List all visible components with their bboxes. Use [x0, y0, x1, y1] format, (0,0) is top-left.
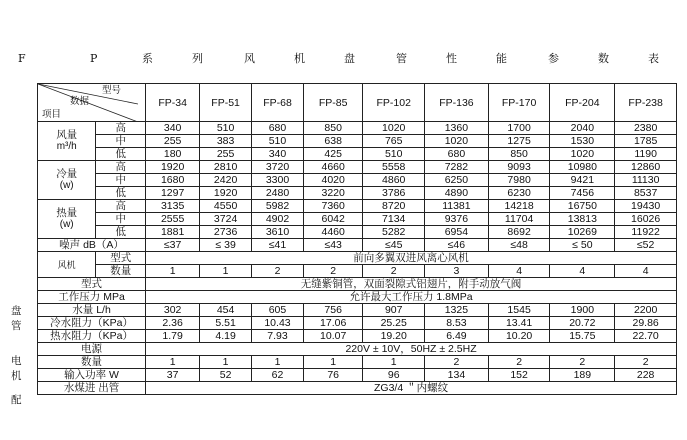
- table-row: [38, 304, 677, 317]
- table-cell: ≤ 39: [200, 239, 252, 252]
- table-cell: 1680: [146, 174, 200, 187]
- table-cell: 7282: [425, 161, 489, 174]
- coil-hot-resistance-label: 热水阻力（KPa）: [38, 330, 146, 343]
- table-cell: 907: [363, 304, 425, 317]
- air-volume-unit: m³/h: [56, 141, 77, 152]
- table-cell: 7.93: [252, 330, 304, 343]
- title-char: F: [18, 52, 26, 65]
- table-row: [38, 148, 677, 161]
- fan-label: 风机: [38, 252, 96, 278]
- table-cell: 228: [615, 369, 677, 382]
- table-cell: 1: [200, 356, 252, 369]
- coil-type-value: 无缝紫铜管，双面裂隙式铝翅片，附手动放气阀: [146, 278, 677, 291]
- model-header: FP-68: [252, 84, 304, 122]
- table-cell: 510: [363, 148, 425, 161]
- title-char: 性: [446, 52, 457, 65]
- table-cell: 2: [488, 356, 550, 369]
- air-volume-label: [38, 122, 96, 161]
- table-cell: 1920: [146, 161, 200, 174]
- speed-label: 低: [96, 187, 146, 200]
- table-cell: 454: [200, 304, 252, 317]
- table-cell: 2555: [146, 213, 200, 226]
- motor-qty-label: 数量: [38, 356, 146, 369]
- table-cell: 3135: [146, 200, 200, 213]
- coil-side-label: 盘: [11, 305, 22, 317]
- table-row: [38, 278, 677, 291]
- table-cell: 2420: [200, 174, 252, 187]
- speed-label: 低: [96, 148, 146, 161]
- table-cell: 4860: [363, 174, 425, 187]
- model-header: FP-51: [200, 84, 252, 122]
- coil-pressure-label: 工作压力 MPa: [38, 291, 146, 304]
- table-cell: 180: [146, 148, 200, 161]
- title-char: 参: [548, 52, 559, 65]
- fan-qty-label: 数量: [96, 265, 146, 278]
- table-cell: 4890: [425, 187, 489, 200]
- table-cell: 2: [425, 356, 489, 369]
- model-header: FP-136: [425, 84, 489, 122]
- table-cell: 10269: [550, 226, 615, 239]
- table-cell: 1020: [550, 148, 615, 161]
- table-cell: 14218: [488, 200, 550, 213]
- table-cell: 2: [615, 356, 677, 369]
- table-row: [38, 343, 677, 356]
- table-row: [38, 174, 677, 187]
- table-cell: 255: [200, 148, 252, 161]
- table-cell: 4660: [303, 161, 362, 174]
- table-cell: 6042: [303, 213, 362, 226]
- table-cell: ≤45: [363, 239, 425, 252]
- motor-input-label: 输入功率 W: [38, 369, 146, 382]
- table-row: [38, 239, 677, 252]
- title-char: 列: [192, 52, 203, 65]
- model-header: FP-170: [488, 84, 550, 122]
- document-title: [18, 52, 678, 66]
- corner-data-label: 数据: [70, 96, 90, 107]
- table-cell: 96: [363, 369, 425, 382]
- table-cell: 11130: [615, 174, 677, 187]
- table-cell: 62: [252, 369, 304, 382]
- table-cell: 11704: [488, 213, 550, 226]
- table-cell: 340: [146, 122, 200, 135]
- cooling-unit: (w): [59, 180, 74, 191]
- table-row: [38, 317, 677, 330]
- table-row: [38, 122, 677, 135]
- table-cell: 1: [252, 356, 304, 369]
- table-cell: 4902: [252, 213, 304, 226]
- table-cell: 2480: [252, 187, 304, 200]
- performance-table: [37, 83, 677, 395]
- table-cell: 52: [200, 369, 252, 382]
- model-header: FP-204: [550, 84, 615, 122]
- table-cell: 134: [425, 369, 489, 382]
- table-cell: 19430: [615, 200, 677, 213]
- table-cell: 5982: [252, 200, 304, 213]
- corner-model-label: 型号: [102, 85, 122, 96]
- table-cell: 25.25: [363, 317, 425, 330]
- table-cell: 4.19: [200, 330, 252, 343]
- table-cell: 29.86: [615, 317, 677, 330]
- table-cell: 2.36: [146, 317, 200, 330]
- table-cell: 17.06: [303, 317, 362, 330]
- table-cell: 4460: [303, 226, 362, 239]
- table-cell: ≤37: [146, 239, 200, 252]
- table-row: [38, 369, 677, 382]
- table-cell: 3720: [252, 161, 304, 174]
- heating-label: [38, 200, 96, 239]
- title-char: P: [90, 52, 98, 65]
- table-cell: 2: [550, 356, 615, 369]
- table-cell: ≤41: [252, 239, 304, 252]
- table-cell: 765: [363, 135, 425, 148]
- table-cell: 15.75: [550, 330, 615, 343]
- fan-type-label: 型式: [96, 252, 146, 265]
- motor-side-label: 机: [11, 370, 22, 382]
- speed-label: 高: [96, 161, 146, 174]
- table-cell: 76: [303, 369, 362, 382]
- table-cell: 1275: [488, 135, 550, 148]
- table-row: [38, 200, 677, 213]
- air-volume-title: 风量: [56, 129, 78, 141]
- table-cell: 9093: [488, 161, 550, 174]
- table-row: [38, 330, 677, 343]
- table-cell: 4: [550, 265, 615, 278]
- table-row: [38, 356, 677, 369]
- cooling-title: 冷量: [56, 168, 78, 180]
- table-cell: 5.51: [200, 317, 252, 330]
- speed-label: 高: [96, 122, 146, 135]
- model-header: FP-34: [146, 84, 200, 122]
- table-row: [38, 265, 677, 278]
- table-cell: 2040: [550, 122, 615, 135]
- motor-power-label: 电源: [38, 343, 146, 356]
- table-cell: 152: [488, 369, 550, 382]
- table-cell: 2380: [615, 122, 677, 135]
- table-cell: ≤ 50: [550, 239, 615, 252]
- table-cell: 1020: [363, 122, 425, 135]
- table-cell: 9421: [550, 174, 615, 187]
- table-row: [38, 291, 677, 304]
- table-cell: 20.72: [550, 317, 615, 330]
- title-char: 管: [396, 52, 407, 65]
- table-cell: 3300: [252, 174, 304, 187]
- table-cell: 19.20: [363, 330, 425, 343]
- table-cell: 11381: [425, 200, 489, 213]
- table-cell: 12860: [615, 161, 677, 174]
- table-cell: 3610: [252, 226, 304, 239]
- title-char: 数: [598, 52, 609, 65]
- table-cell: 7980: [488, 174, 550, 187]
- table-cell: ≤48: [488, 239, 550, 252]
- table-cell: 8720: [363, 200, 425, 213]
- table-cell: 680: [252, 122, 304, 135]
- table-cell: 22.70: [615, 330, 677, 343]
- table-cell: 1: [146, 265, 200, 278]
- table-cell: 1545: [488, 304, 550, 317]
- corner-item-label: 项目: [42, 109, 62, 120]
- title-char: 盘: [344, 52, 355, 65]
- table-cell: 1881: [146, 226, 200, 239]
- model-header: FP-102: [363, 84, 425, 122]
- table-cell: 13.41: [488, 317, 550, 330]
- table-row: [38, 382, 677, 395]
- table-cell: 1190: [615, 148, 677, 161]
- table-cell: 638: [303, 135, 362, 148]
- table-cell: 10.07: [303, 330, 362, 343]
- title-char: 风: [244, 52, 255, 65]
- table-row: [38, 135, 677, 148]
- title-char: 能: [496, 52, 507, 65]
- table-cell: 1: [363, 356, 425, 369]
- table-cell: 8.53: [425, 317, 489, 330]
- speed-label: 中: [96, 174, 146, 187]
- table-cell: 680: [425, 148, 489, 161]
- table-row: [38, 161, 677, 174]
- table-cell: 6954: [425, 226, 489, 239]
- table-cell: 3724: [200, 213, 252, 226]
- table-cell: 10.43: [252, 317, 304, 330]
- table-cell: 7134: [363, 213, 425, 226]
- table-row: [38, 187, 677, 200]
- table-row: [38, 252, 677, 265]
- fitting-pipe-value: ZG3/4 ＂内螺纹: [146, 382, 677, 395]
- coil-cold-resistance-label: 冷水阻力（KPa）: [38, 317, 146, 330]
- table-cell: 1325: [425, 304, 489, 317]
- corner-header: [38, 84, 146, 122]
- table-cell: ≤46: [425, 239, 489, 252]
- speed-label: 低: [96, 226, 146, 239]
- table-cell: 1530: [550, 135, 615, 148]
- table-cell: 850: [488, 148, 550, 161]
- table-cell: 340: [252, 148, 304, 161]
- table-cell: 1700: [488, 122, 550, 135]
- table-cell: 11922: [615, 226, 677, 239]
- speed-label: 高: [96, 200, 146, 213]
- title-char: 表: [648, 52, 659, 65]
- table-cell: ≤43: [303, 239, 362, 252]
- speed-label: 中: [96, 213, 146, 226]
- table-cell: 3220: [303, 187, 362, 200]
- table-cell: 189: [550, 369, 615, 382]
- table-cell: 302: [146, 304, 200, 317]
- motor-power-value: 220V ± 10V，50HZ ± 2.5HZ: [146, 343, 677, 356]
- table-cell: 10.20: [488, 330, 550, 343]
- table-cell: 16750: [550, 200, 615, 213]
- fitting-side-label: 配: [11, 394, 22, 406]
- table-cell: 1: [303, 356, 362, 369]
- table-cell: 10980: [550, 161, 615, 174]
- table-cell: 13813: [550, 213, 615, 226]
- fan-type-value: 前向多翼双进风离心风机: [146, 252, 677, 265]
- coil-pressure-value: 允许最大工作压力 1.8MPa: [146, 291, 677, 304]
- table-cell: 5282: [363, 226, 425, 239]
- table-cell: 6230: [488, 187, 550, 200]
- model-header: FP-238: [615, 84, 677, 122]
- table-row: [38, 226, 677, 239]
- coil-water-label: 水量 L/h: [38, 304, 146, 317]
- table-cell: 4550: [200, 200, 252, 213]
- table-cell: 9376: [425, 213, 489, 226]
- table-cell: 3786: [363, 187, 425, 200]
- coil-type-label: 型式: [38, 278, 146, 291]
- title-char: 机: [294, 52, 305, 65]
- table-cell: 425: [303, 148, 362, 161]
- table-row: [38, 213, 677, 226]
- table-cell: 3: [425, 265, 489, 278]
- table-cell: 8537: [615, 187, 677, 200]
- motor-side-label: 电: [11, 355, 22, 367]
- table-cell: 510: [252, 135, 304, 148]
- fitting-pipe-label: 水煤进 出管: [38, 382, 146, 395]
- table-cell: 383: [200, 135, 252, 148]
- table-cell: 850: [303, 122, 362, 135]
- speed-label: 中: [96, 135, 146, 148]
- table-cell: 37: [146, 369, 200, 382]
- table-cell: 1920: [200, 187, 252, 200]
- table-cell: 16026: [615, 213, 677, 226]
- table-cell: 1360: [425, 122, 489, 135]
- heating-unit: (w): [59, 219, 74, 230]
- table-cell: 5558: [363, 161, 425, 174]
- model-header: FP-85: [303, 84, 362, 122]
- table-cell: 1.79: [146, 330, 200, 343]
- table-cell: 2200: [615, 304, 677, 317]
- table-cell: 2810: [200, 161, 252, 174]
- table-cell: 2: [363, 265, 425, 278]
- table-cell: 1020: [425, 135, 489, 148]
- table-cell: 255: [146, 135, 200, 148]
- table-cell: 4: [615, 265, 677, 278]
- table-cell: 510: [200, 122, 252, 135]
- table-cell: 1785: [615, 135, 677, 148]
- table-cell: ≤52: [615, 239, 677, 252]
- table-cell: 6250: [425, 174, 489, 187]
- table-cell: 7360: [303, 200, 362, 213]
- table-cell: 8692: [488, 226, 550, 239]
- table-cell: 1: [146, 356, 200, 369]
- table-cell: 2736: [200, 226, 252, 239]
- table-cell: 605: [252, 304, 304, 317]
- table-cell: 4: [488, 265, 550, 278]
- coil-side-label: 管: [11, 320, 22, 332]
- table-cell: 1297: [146, 187, 200, 200]
- heating-title: 热量: [56, 207, 78, 219]
- title-char: 系: [142, 52, 153, 65]
- table-cell: 2: [252, 265, 304, 278]
- table-cell: 6.49: [425, 330, 489, 343]
- header-row: [38, 84, 677, 122]
- table-cell: 1900: [550, 304, 615, 317]
- table-cell: 2: [303, 265, 362, 278]
- table-cell: 1: [200, 265, 252, 278]
- cooling-label: [38, 161, 96, 200]
- table-cell: 756: [303, 304, 362, 317]
- table-cell: 4020: [303, 174, 362, 187]
- noise-label: 噪声 dB（A）: [38, 239, 146, 252]
- table-cell: 7456: [550, 187, 615, 200]
